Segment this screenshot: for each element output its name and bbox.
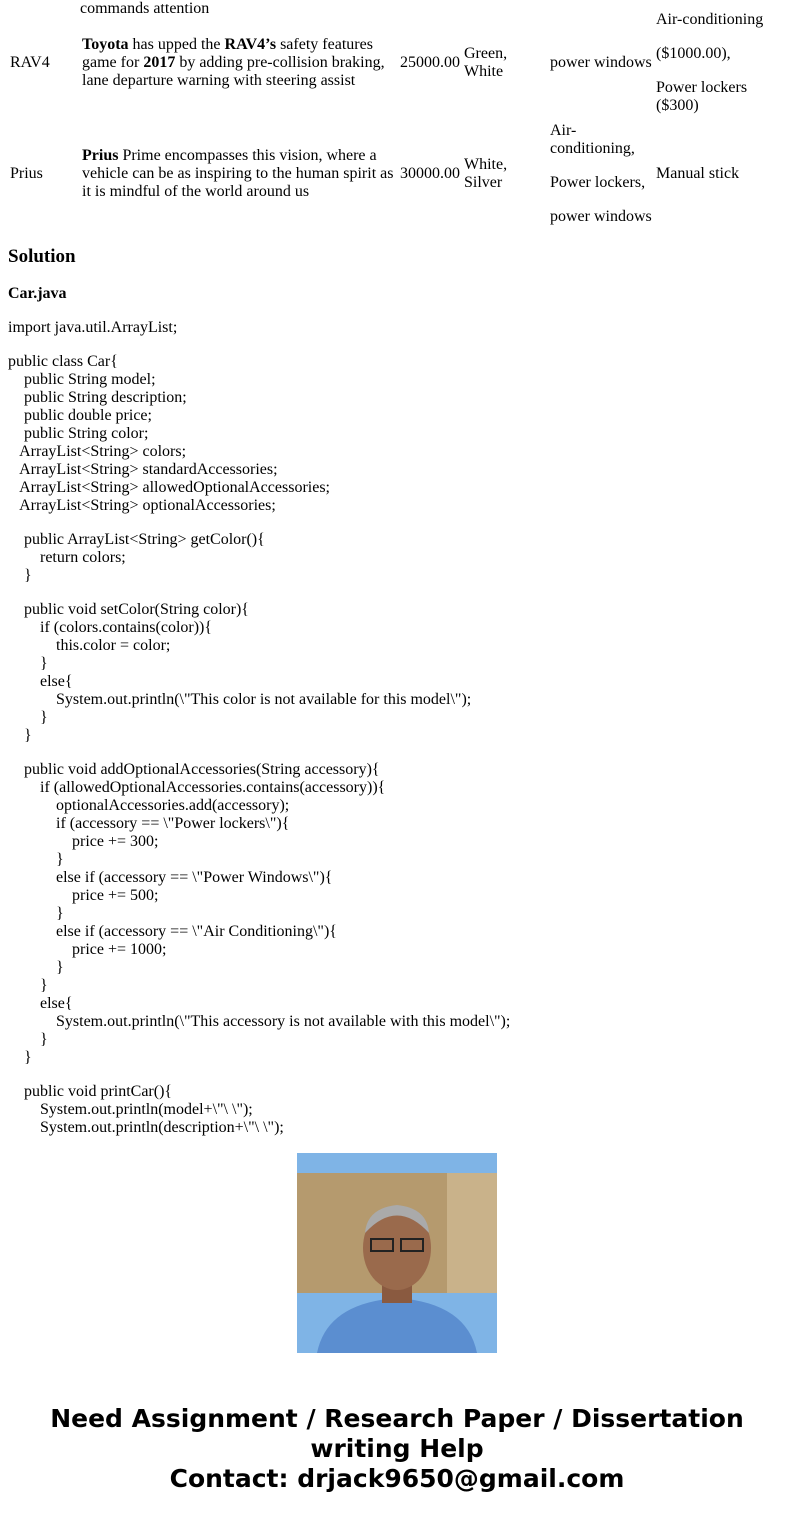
person-photo-icon (297, 1153, 497, 1353)
text: safety features game for (82, 36, 373, 71)
model-cell: RAV4 (10, 54, 50, 71)
price-cell: 30000.00 (400, 165, 460, 182)
code-line: public String description; (8, 389, 187, 406)
file-name: Car.java (8, 285, 67, 302)
code-line: } (8, 1031, 48, 1048)
code-line: ArrayList<String> allowedOptionalAccessories; (8, 479, 330, 496)
accessory-item: Air-conditioning, (550, 122, 635, 157)
description-cell (80, 118, 398, 230)
code-line: public class Car{ (8, 353, 118, 370)
code-line (8, 515, 510, 531)
code-line: } (8, 655, 48, 672)
description-cell (80, 8, 398, 118)
code-line: } (8, 977, 48, 994)
solution-heading: Solution (8, 246, 76, 267)
accessory-item: power windows (550, 208, 652, 225)
code-line: else if (accessory == \"Air Conditioning\"){ (8, 923, 337, 940)
text: Prime encompasses this vision, where a vehicle can be as inspiring to the human spirit as it is mindful of the world around us (82, 147, 394, 200)
code-block (8, 319, 510, 1137)
code-line: price += 500; (8, 887, 159, 904)
footer-banner (0, 1404, 794, 1494)
code-line: System.out.println(model+\"\ \"); (8, 1101, 253, 1118)
code-line: this.color = color; (8, 637, 171, 654)
code-line: price += 1000; (8, 941, 167, 958)
code-line (8, 745, 510, 761)
code-line: } (8, 959, 64, 976)
code-line: System.out.println(description+\"\ \"); (8, 1119, 284, 1136)
accessory-item: ($1000.00), (656, 45, 731, 62)
accessory-item: power windows (550, 54, 652, 71)
colors-cell: Green, White (464, 45, 508, 80)
code-line: import java.util.ArrayList; (8, 319, 178, 336)
bold-text: RAV4’s (224, 36, 277, 53)
code-line: } (8, 709, 48, 726)
code-line: if (accessory == \"Power lockers\"){ (8, 815, 290, 832)
code-line (8, 585, 510, 601)
cut-off-text: commands attention (80, 0, 210, 17)
accessory-item: Power lockers, (550, 174, 646, 191)
model-cell: Prius (10, 165, 43, 182)
table-row (8, 8, 778, 118)
code-line: if (colors.contains(color)){ (8, 619, 213, 636)
code-line: } (8, 567, 32, 584)
code-line: ArrayList<String> standardAccessories; (8, 461, 278, 478)
code-line: public String color; (8, 425, 149, 442)
code-line: System.out.println(\"This accessory is not available with this model\"); (8, 1013, 511, 1030)
code-line: ArrayList<String> optionalAccessories; (8, 497, 276, 514)
code-line: else if (accessory == \"Power Windows\"){ (8, 869, 333, 886)
standard-accessories-cell (548, 118, 654, 230)
colors-cell: White, Silver (464, 156, 508, 191)
code-line: public void setColor(String color){ (8, 601, 249, 618)
code-line: } (8, 727, 32, 744)
code-line: optionalAccessories.add(accessory); (8, 797, 290, 814)
bold-text: 2017 (143, 54, 176, 71)
code-line: public void addOptionalAccessories(String accessory){ (8, 761, 380, 778)
text: by adding pre-collision braking, lane departure warning with steering assist (82, 54, 385, 89)
price-cell: 25000.00 (400, 54, 460, 71)
code-line: public void printCar(){ (8, 1083, 173, 1100)
accessory-item: Air-conditioning (656, 11, 764, 28)
accessory-item: Manual stick (656, 165, 740, 182)
footer-line-1: Need Assignment / Research Paper / Dissertation (50, 1404, 744, 1433)
footer-line-2: writing Help (310, 1434, 484, 1463)
code-line: public double price; (8, 407, 152, 424)
author-avatar (297, 1153, 497, 1353)
footer-contact: Contact: drjack9650@gmail.com (169, 1464, 625, 1493)
standard-accessories-cell (548, 8, 654, 118)
code-line (8, 337, 510, 353)
code-line: public ArrayList<String> getColor(){ (8, 531, 265, 548)
bold-text: Prius (82, 147, 119, 164)
text: has upped the (128, 36, 225, 53)
optional-accessories-cell (654, 118, 778, 230)
code-line: System.out.println(\"This color is not available for this model\"); (8, 691, 472, 708)
code-line: else{ (8, 673, 73, 690)
code-line: } (8, 851, 64, 868)
code-line: } (8, 905, 64, 922)
code-line: if (allowedOptionalAccessories.contains(accessory)){ (8, 779, 386, 796)
accessory-item: Power lockers ($300) (656, 79, 748, 114)
code-line (8, 1067, 510, 1083)
code-line: public String model; (8, 371, 156, 388)
code-line: else{ (8, 995, 73, 1012)
code-line: ArrayList<String> colors; (8, 443, 187, 460)
table-row (8, 118, 778, 230)
code-line: price += 300; (8, 833, 159, 850)
code-line: } (8, 1049, 32, 1066)
optional-accessories-cell (654, 8, 778, 118)
bold-text: Toyota (82, 36, 129, 53)
car-table (8, 8, 778, 230)
code-line: return colors; (8, 549, 126, 566)
